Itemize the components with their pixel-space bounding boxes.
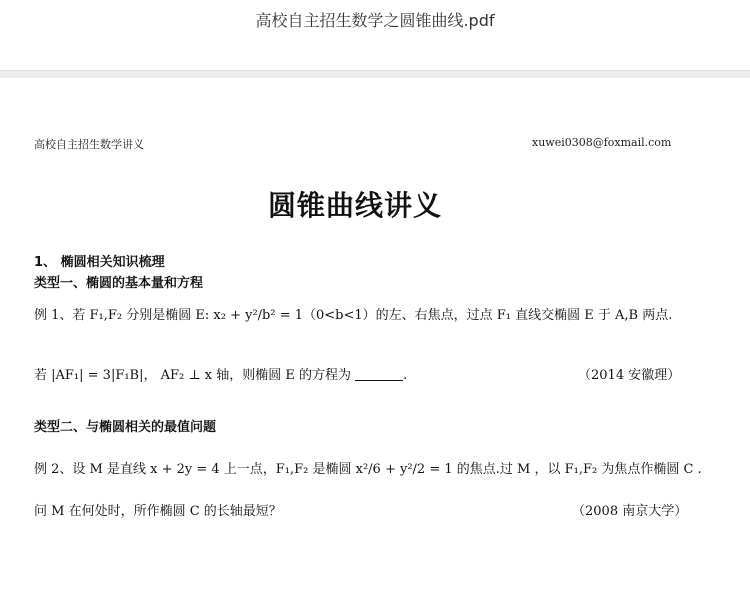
example1-question: 若 |AF₁| = 3|F₁B|， AF₂ ⊥ x 轴，则椭圆 E 的方程为	[34, 368, 351, 383]
example2-text: 例 2、设 M 是直线 x + 2y = 4 上一点，F₁,F₂ 是椭圆 x²/6 + y²/2 = 1 的焦点.过 M ，以 F₁,F₂ 为焦点作椭圆 C .	[34, 462, 702, 477]
page-header-email: xuwei0308@foxmail.com	[532, 136, 672, 149]
section-heading: 1、 椭圆相关知识梳理	[34, 255, 165, 270]
document-title: 圆锥曲线讲义	[267, 189, 442, 222]
example1-text: 例 1、若 F₁,F₂ 分别是椭圆 E: x₂ + y²/b² = 1（0<b<1）的左、右焦点，过点 F₁ 直线交椭圆 E 于 A,B 两点.	[34, 308, 673, 323]
example2-line1	[34, 458, 702, 477]
viewer-titlebar	[0, 0, 750, 70]
example1-source: （2014 安徽理）	[578, 368, 681, 383]
page-header-left: 高校自主招生数学讲义	[34, 138, 144, 151]
example1-line1	[34, 304, 672, 323]
answer-blank	[355, 380, 403, 381]
type2-heading: 类型二、与椭圆相关的最值问题	[34, 420, 217, 435]
example2-line2: 问 M 在何处时，所作椭圆 C 的长轴最短？	[34, 504, 282, 519]
document-filename: 高校自主招生数学之圆锥曲线.pdf	[255, 11, 495, 30]
example2-source: （2008 南京大学）	[572, 504, 688, 519]
example1-line2: 若 |AF₁| = 3|F₁B|， AF₂ ⊥ x 轴，则椭圆 E 的方程为 .	[34, 368, 408, 383]
pdf-page	[0, 78, 750, 590]
type1-heading: 类型一、椭圆的基本量和方程	[34, 276, 204, 291]
